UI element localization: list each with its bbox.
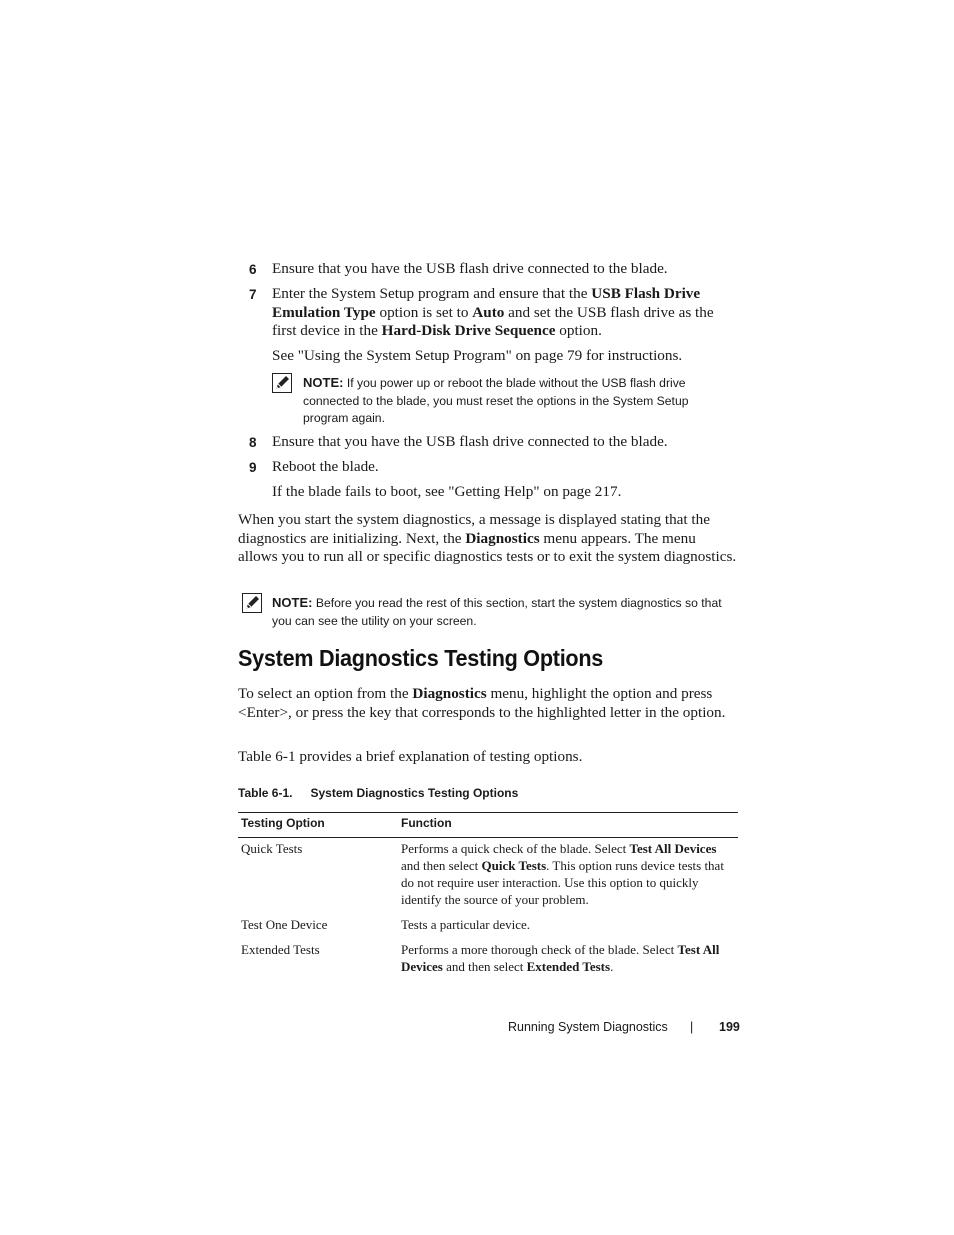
- table-cell-function: Tests a particular device.: [401, 917, 531, 932]
- step-text: Ensure that you have the USB flash drive connected to the blade.: [272, 433, 668, 450]
- pencil-note-icon: [272, 373, 292, 393]
- step-text: Enter the System Setup program and ensure that the USB Flash Drive Emulation Type option is set to Auto and set the USB flash drive as the first device in the Hard-Disk Drive Sequence option.: [272, 285, 714, 340]
- footer-section-title: Running System Diagnostics: [508, 1020, 668, 1034]
- section-heading: System Diagnostics Testing Options: [238, 645, 604, 671]
- note-callout: NOTE: If you power up or reboot the blade without the USB flash drive connected to the blade, you must reset the options in the System Setup program again.: [303, 375, 689, 425]
- page-number: 199: [719, 1020, 740, 1034]
- table-header-option: Testing Option: [241, 816, 325, 830]
- step-number: 8: [249, 435, 257, 450]
- step-text: Ensure that you have the USB flash drive connected to the blade.: [272, 260, 668, 277]
- table-header-rule: [238, 837, 738, 838]
- table-cell-function: Performs a quick check of the blade. Select Test All Devices and then select Quick Tests. This option runs device tests that do not require user interaction. Use this option to quickly identify the source of your problem.: [401, 841, 724, 907]
- table-cell-option: Test One Device: [241, 917, 328, 932]
- table-top-rule: [238, 812, 738, 813]
- note-callout: NOTE: Before you read the rest of this section, start the system diagnostics so that you can see the utility on your screen.: [272, 595, 722, 628]
- step-text: Reboot the blade.: [272, 458, 379, 475]
- body-paragraph: Table 6-1 provides a brief explanation of testing options.: [238, 748, 583, 765]
- step-number: 6: [249, 262, 257, 277]
- pencil-note-icon: [242, 593, 262, 613]
- step-see-reference: If the blade fails to boot, see "Getting Help" on page 217.: [272, 483, 622, 500]
- step-number: 9: [249, 460, 257, 475]
- footer-separator: |: [690, 1020, 694, 1034]
- table-cell-function: Performs a more thorough check of the blade. Select Test All Devices and then select Extended Tests.: [401, 942, 720, 974]
- step-see-reference: See "Using the System Setup Program" on page 79 for instructions.: [272, 347, 683, 364]
- body-paragraph: When you start the system diagnostics, a message is displayed stating that the diagnostics are initializing. Next, the Diagnostics menu appears. The menu allows you to run all or specific diagnostics tests or to exit the system diagnostics.: [238, 511, 737, 566]
- table-caption: Table 6-1. System Diagnostics Testing Options: [238, 786, 519, 800]
- body-paragraph: To select an option from the Diagnostics menu, highlight the option and press <Enter>, or press the key that corresponds to the highlighted letter in the option.: [238, 685, 726, 721]
- step-number: 7: [249, 287, 257, 302]
- table-header-function: Function: [401, 816, 452, 830]
- table-cell-option: Quick Tests: [241, 841, 303, 856]
- table-cell-option: Extended Tests: [241, 942, 320, 957]
